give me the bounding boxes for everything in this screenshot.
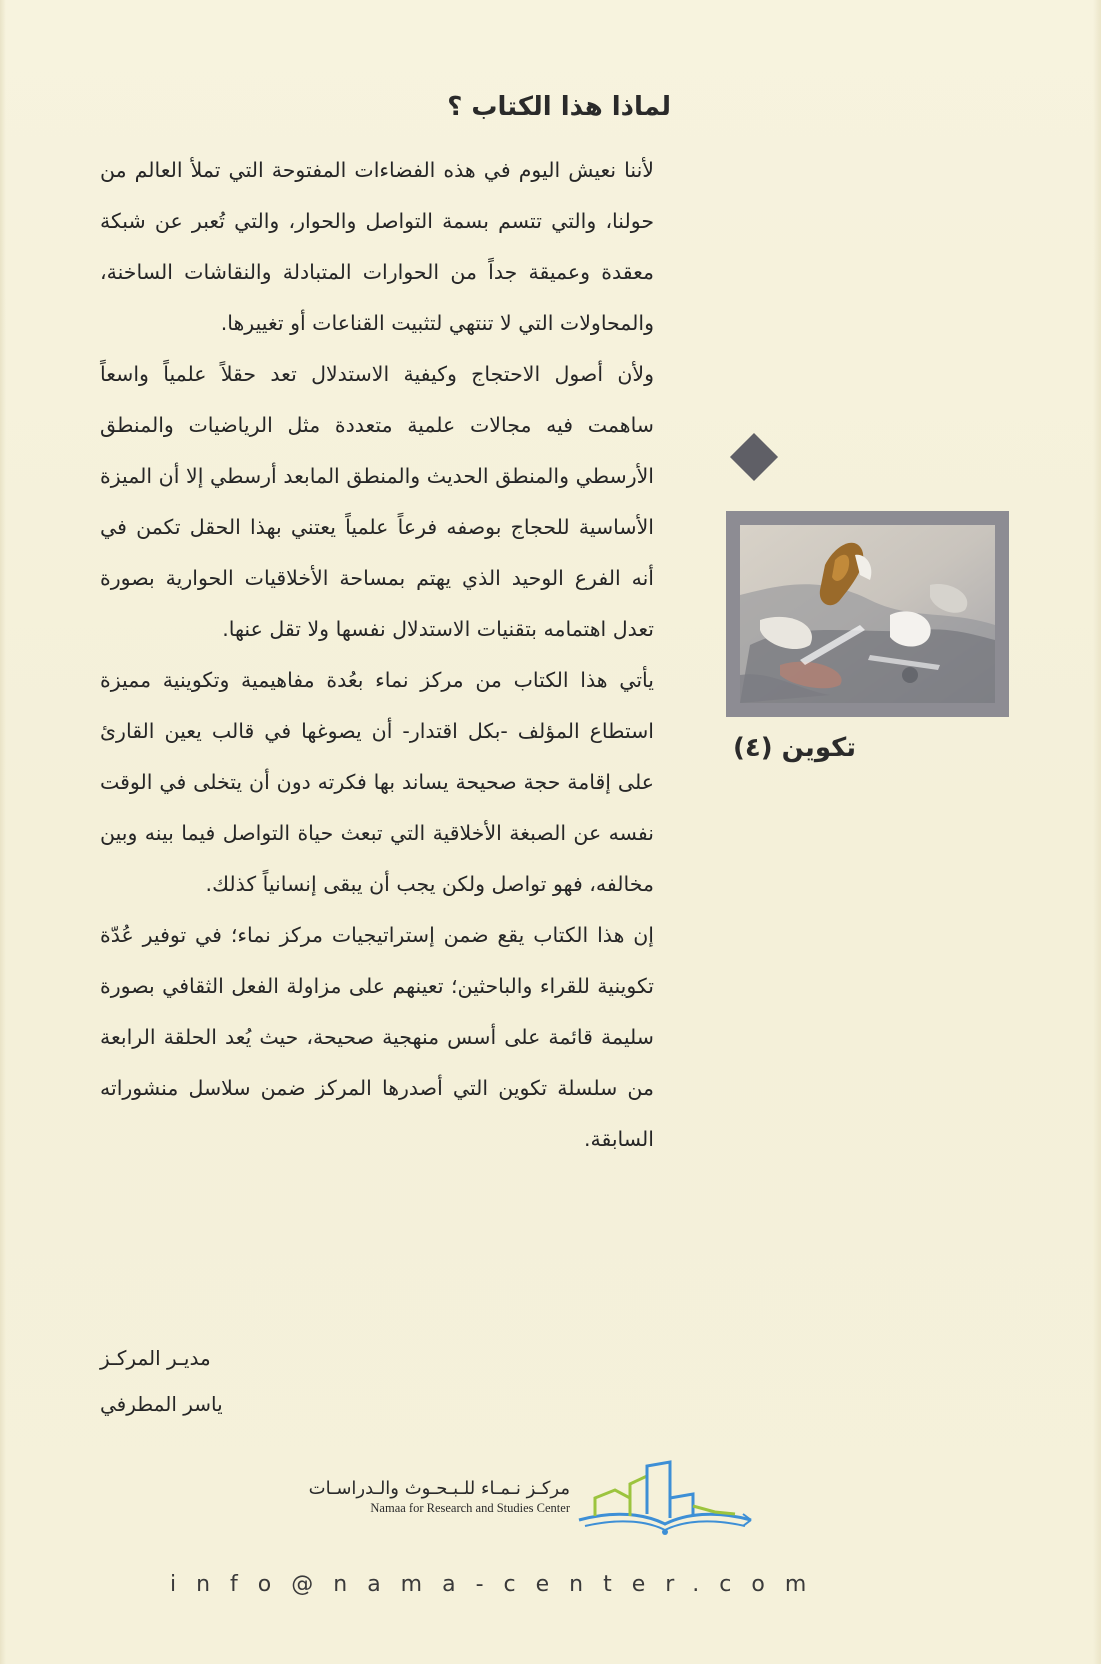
contact-email: info@nama-center.com [170, 1572, 827, 1597]
blurb-paragraph-3: يأتي هذا الكتاب من مركز نماء بعُدة مفاهيمية وتكوينية مميزة استطاع المؤلف -بكل اقتدار- أن يصوغها في قالب يعين القارئ على إقامة حجة صحيحة يساند بها فكرته دون أن يتخلى في الوقت نفسه عن الصبغة الأخلاقية التي تبعث حياة التواصل فيما بينه وبين مخالفه، فهو تواصل ولكن يجب أن يبقى إنسانياً كذلك. [100, 668, 654, 896]
artwork-thumbnail [726, 511, 1009, 717]
signature-block [100, 1335, 300, 1427]
diamond-ornament-icon [730, 433, 778, 481]
blurb-text [100, 145, 654, 1165]
blurb-paragraph-2: ولأن أصول الاحتجاج وكيفية الاستدلال تعد حقلاً علمياً واسعاً ساهمت فيه مجالات علمية متعددة مثل الرياضيات والمنطق الأرسطي والمنطق الحديث والمنطق المابعد أرسطي إلا أن الميزة الأساسية للحجاج بوصفه فرعاً علمياً يعتني بهذا الحقل تكمن في أنه الفرع الوحيد الذي يهتم بمساحة الأخلاقيات الحوارية بصورة تعدل اهتمامه بتقنيات الاستدلال نفسها ولا تقل عنها. [100, 362, 654, 641]
page-edge-left [0, 0, 6, 1664]
page-edge-right [1093, 0, 1101, 1664]
logo-text [295, 1478, 570, 1516]
section-heading: لماذا هذا الكتاب ؟ [447, 92, 671, 122]
abstract-painting-image [740, 525, 995, 703]
logo-english-name: Namaa for Research and Studies Center [370, 1501, 570, 1515]
open-book-buildings-icon [575, 1458, 755, 1538]
blurb-paragraph-4: إن هذا الكتاب يقع ضمن إستراتيجيات مركز نماء؛ في توفير عُدّة تكوينية للقراء والباحثين؛ تعينهم على مزاولة الفعل الثقافي بصورة سليمة قائمة على أسس منهجية صحيحة، حيث يُعد الحلقة الرابعة من سلسلة تكوين التي أصدرها المركز ضمن سلاسل منشوراته السابقة. [100, 923, 654, 1151]
blurb-paragraph-1: لأننا نعيش اليوم في هذه الفضاءات المفتوحة التي تملأ العالم من حولنا، والتي تتسم بسمة التواصل والحوار، والتي تُعبر عن شبكة معقدة وعميقة جداً من الحوارات المتبادلة والنقاشات الساخنة، والمحاولات التي لا تنتهي لتثبيت القناعات أو تغييرها. [100, 158, 654, 335]
logo-arabic-name: مركـز نـمـاء للـبـحـوث والـدراسـات [308, 1478, 570, 1499]
signature-name: ياسر المطرفي [100, 1392, 223, 1416]
series-caption: تكوين (٤) [732, 733, 856, 763]
namaa-center-logo [295, 1458, 765, 1538]
signature-title: مديـر المركـز [100, 1346, 211, 1370]
